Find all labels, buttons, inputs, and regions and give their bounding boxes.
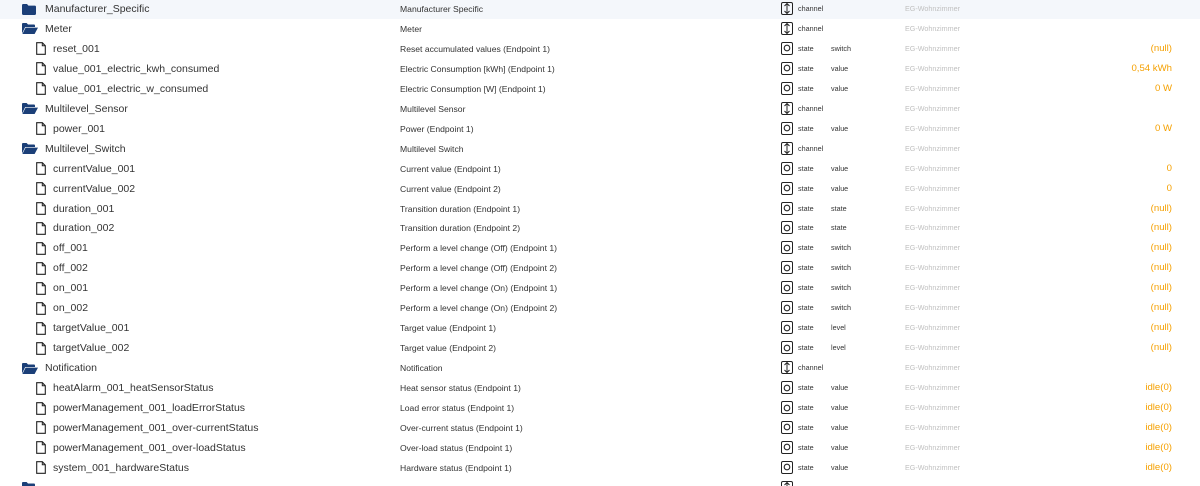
object-id: value_001_electric_w_consumed — [53, 82, 209, 95]
object-type: state — [798, 123, 814, 133]
object-name: Transition duration (Endpoint 1) — [400, 203, 521, 214]
tree-row-channel[interactable] — [0, 99, 1200, 119]
folder-open-icon[interactable] — [22, 99, 40, 119]
object-role: value — [831, 462, 849, 472]
object-name: Transition duration (Endpoint 2) — [400, 223, 521, 234]
channel-icon — [781, 102, 793, 115]
object-room: EG-Wohnzimmer — [905, 103, 960, 113]
file-icon — [36, 278, 54, 298]
tree-row-channel[interactable] — [0, 0, 1200, 19]
object-type: state — [798, 63, 814, 73]
object-type: channel — [798, 23, 824, 33]
object-name: Hardware status (Endpoint 1) — [400, 462, 512, 473]
folder-open-icon[interactable] — [22, 19, 40, 39]
object-id: on_002 — [53, 302, 89, 315]
folder-open-icon[interactable] — [22, 139, 40, 159]
state-icon — [781, 182, 793, 195]
object-room: EG-Wohnzimmer — [905, 343, 960, 353]
file-icon — [36, 438, 54, 458]
object-room: EG-Wohnzimmer — [905, 263, 960, 273]
file-icon — [36, 79, 54, 99]
tree-row-state[interactable] — [0, 179, 1200, 199]
state-icon — [781, 321, 793, 334]
file-icon — [36, 199, 54, 219]
object-value[interactable]: idle(0) — [1145, 402, 1172, 413]
object-id: heatAlarm_001_heatSensorStatus — [53, 382, 214, 395]
object-id: duration_001 — [53, 202, 115, 215]
object-name: Multilevel Switch — [400, 143, 464, 154]
channel-icon — [781, 481, 793, 486]
file-icon — [36, 378, 54, 398]
object-role: switch — [831, 243, 851, 253]
object-type: state — [798, 43, 814, 53]
object-type: state — [798, 83, 814, 93]
tree-row-state[interactable] — [0, 318, 1200, 338]
state-icon — [781, 261, 793, 274]
object-room: EG-Wohnzimmer — [905, 283, 960, 293]
object-role: level — [831, 323, 846, 333]
object-id: targetValue_002 — [53, 342, 130, 355]
file-icon — [36, 59, 54, 79]
object-name: Current value (Endpoint 2) — [400, 183, 501, 194]
file-icon — [36, 318, 54, 338]
object-role: value — [831, 383, 849, 393]
file-icon — [36, 418, 54, 438]
state-icon — [781, 421, 793, 434]
tree-row-state[interactable] — [0, 119, 1200, 139]
object-value[interactable]: (null) — [1150, 42, 1172, 54]
object-id: powerManagement_001_loadErrorStatus — [53, 402, 246, 414]
object-room: EG-Wohnzimmer — [905, 4, 960, 13]
object-name: Reset accumulated values (Endpoint 1) — [400, 43, 550, 54]
tree-row-state[interactable] — [0, 278, 1200, 298]
channel-icon — [781, 142, 793, 155]
object-id: on_001 — [53, 282, 89, 295]
state-icon — [781, 381, 793, 394]
object-role: switch — [831, 43, 851, 53]
tree-row-state[interactable] — [0, 238, 1200, 258]
object-id: targetValue_001 — [53, 322, 130, 335]
object-name: Target value (Endpoint 1) — [400, 323, 497, 334]
state-icon — [781, 42, 793, 55]
object-name: Over-load status (Endpoint 1) — [400, 442, 513, 453]
object-value[interactable]: (null) — [1150, 222, 1172, 234]
object-room: EG-Wohnzimmer — [905, 462, 960, 472]
object-id: currentValue_001 — [53, 162, 136, 175]
object-name: Perform a level change (Off) (Endpoint 1) — [400, 243, 557, 254]
tree-row-channel[interactable] — [0, 19, 1200, 39]
object-room: EG-Wohnzimmer — [905, 303, 960, 313]
object-value[interactable]: 0 — [1166, 162, 1172, 174]
channel-icon — [781, 361, 793, 374]
object-name: Load error status (Endpoint 1) — [400, 403, 515, 413]
object-type: state — [798, 442, 814, 452]
object-type: state — [798, 462, 814, 472]
object-room: EG-Wohnzimmer — [905, 63, 960, 73]
object-value[interactable]: (null) — [1150, 342, 1172, 354]
object-name: Over-current status (Endpoint 1) — [400, 422, 523, 433]
object-value[interactable]: 0 W — [1154, 122, 1172, 134]
object-room: EG-Wohnzimmer — [905, 403, 960, 412]
state-icon — [781, 122, 793, 135]
object-type: state — [798, 203, 814, 213]
object-name: Current value (Endpoint 1) — [400, 163, 501, 174]
object-room: EG-Wohnzimmer — [905, 223, 960, 233]
tree-row-state[interactable] — [0, 79, 1200, 99]
object-name: Multilevel Sensor — [400, 103, 466, 114]
object-type: channel — [798, 4, 824, 13]
object-type: state — [798, 243, 814, 253]
object-name: Target value (Endpoint 2) — [400, 343, 497, 354]
object-id: Multilevel_Sensor — [45, 102, 128, 115]
object-name: Perform a level change (On) (Endpoint 2) — [400, 303, 558, 314]
object-role: state — [831, 203, 847, 213]
object-room: EG-Wohnzimmer — [905, 203, 960, 213]
file-icon — [36, 119, 54, 139]
tree-row-state[interactable] — [0, 258, 1200, 278]
state-icon — [781, 341, 793, 354]
object-type: state — [798, 383, 814, 393]
state-icon — [781, 401, 793, 414]
object-value[interactable]: idle(0) — [1145, 461, 1172, 473]
object-type: state — [798, 303, 814, 313]
object-id: system_001_hardwareStatus — [53, 461, 189, 474]
object-type: state — [798, 403, 814, 412]
tree-row-state[interactable] — [0, 39, 1200, 59]
object-id: Meter — [45, 22, 72, 35]
file-icon — [36, 398, 54, 418]
file-icon — [36, 179, 54, 199]
object-room: EG-Wohnzimmer — [905, 383, 960, 393]
object-value[interactable]: (null) — [1150, 322, 1172, 334]
tree-row-state[interactable] — [0, 418, 1200, 438]
object-name: Notification — [400, 363, 443, 374]
object-id: powerManagement_001_over-currentStatus — [53, 421, 259, 434]
tree-row-state[interactable] — [0, 298, 1200, 318]
tree-row-state[interactable] — [0, 438, 1200, 458]
object-type: state — [798, 343, 814, 353]
tree-row-channel[interactable] — [0, 139, 1200, 159]
folder-open-icon[interactable] — [22, 358, 40, 378]
object-room: EG-Wohnzimmer — [905, 143, 960, 153]
object-role: value — [831, 183, 849, 193]
channel-icon — [781, 2, 793, 15]
object-room: EG-Wohnzimmer — [905, 183, 960, 193]
folder-open-icon[interactable] — [22, 478, 40, 486]
object-name: Heat sensor status (Endpoint 1) — [400, 383, 521, 394]
object-value[interactable]: (null) — [1150, 262, 1172, 274]
object-type: state — [798, 323, 814, 333]
object-room: EG-Wohnzimmer — [905, 23, 960, 33]
object-room: EG-Wohnzimmer — [905, 442, 960, 452]
state-icon — [781, 441, 793, 454]
tree-row-channel[interactable] — [0, 478, 1200, 486]
file-icon — [36, 258, 54, 278]
state-icon — [781, 62, 793, 75]
tree-row-channel[interactable] — [0, 358, 1200, 378]
object-role: state — [831, 223, 847, 233]
object-role: switch — [831, 303, 851, 313]
object-id: powerManagement_001_over-loadStatus — [53, 441, 246, 454]
object-id: Manufacturer_Specific — [45, 3, 150, 15]
file-icon — [36, 159, 54, 179]
object-role: value — [831, 442, 849, 452]
object-value[interactable]: 0 — [1166, 182, 1172, 194]
tree-row-state[interactable] — [0, 338, 1200, 358]
object-id: off_002 — [53, 262, 88, 275]
state-icon — [781, 241, 793, 254]
object-type: state — [798, 223, 814, 233]
object-name: Electric Consumption [kWh] (Endpoint 1) — [400, 63, 555, 74]
object-type: channel — [798, 103, 824, 113]
object-type: state — [798, 163, 814, 173]
object-room: EG-Wohnzimmer — [905, 363, 960, 373]
object-room: EG-Wohnzimmer — [905, 83, 960, 93]
object-value[interactable]: (null) — [1150, 242, 1172, 254]
object-role: value — [831, 63, 849, 73]
object-id: Notification — [45, 362, 97, 375]
object-value[interactable]: (null) — [1150, 282, 1172, 294]
tree-row-state[interactable] — [0, 159, 1200, 179]
file-icon — [36, 338, 54, 358]
state-icon — [781, 82, 793, 95]
tree-row-state[interactable] — [0, 398, 1200, 418]
state-icon — [781, 461, 793, 474]
file-icon — [36, 298, 54, 318]
object-value[interactable]: (null) — [1150, 202, 1172, 214]
object-type: state — [798, 183, 814, 193]
object-id: duration_002 — [53, 222, 115, 235]
object-room: EG-Wohnzimmer — [905, 323, 960, 333]
object-room: EG-Wohnzimmer — [905, 243, 960, 253]
object-type: state — [798, 283, 814, 293]
object-role: value — [831, 83, 849, 93]
object-name: Meter — [400, 23, 422, 34]
object-type: channel — [798, 143, 824, 153]
object-value[interactable]: idle(0) — [1145, 382, 1172, 394]
object-name: Power (Endpoint 1) — [400, 123, 474, 134]
tree-row-state[interactable] — [0, 59, 1200, 79]
object-room: EG-Wohnzimmer — [905, 123, 960, 133]
object-id: currentValue_002 — [53, 182, 136, 195]
object-room: EG-Wohnzimmer — [905, 422, 960, 432]
object-id: off_001 — [53, 242, 88, 255]
state-icon — [781, 301, 793, 314]
object-type: state — [798, 422, 814, 432]
object-name: Manufacturer Specific — [400, 4, 484, 14]
object-type: channel — [798, 363, 824, 373]
object-room: EG-Wohnzimmer — [905, 43, 960, 53]
object-role: switch — [831, 263, 851, 273]
tree-row-state[interactable] — [0, 458, 1200, 478]
object-role: value — [831, 163, 849, 173]
object-value[interactable]: idle(0) — [1145, 421, 1172, 433]
channel-icon — [781, 22, 793, 35]
tree-row-state[interactable] — [0, 199, 1200, 219]
tree-row-state[interactable] — [0, 378, 1200, 398]
file-icon — [36, 238, 54, 258]
object-role: level — [831, 343, 846, 353]
object-value[interactable]: idle(0) — [1145, 441, 1172, 453]
object-name: Perform a level change (On) (Endpoint 1) — [400, 283, 558, 294]
object-role: value — [831, 403, 849, 412]
object-id: value_001_electric_kwh_consumed — [53, 62, 220, 75]
file-icon — [36, 218, 54, 238]
object-id: power_001 — [53, 122, 105, 135]
folder-icon[interactable] — [22, 0, 40, 19]
object-id: reset_001 — [53, 42, 100, 55]
object-value[interactable]: 0,54 kWh — [1131, 62, 1172, 74]
object-role: value — [831, 123, 849, 133]
object-role: value — [831, 422, 849, 432]
object-role: switch — [831, 283, 851, 293]
object-value[interactable]: (null) — [1150, 302, 1172, 314]
object-type: state — [798, 263, 814, 273]
state-icon — [781, 202, 793, 215]
file-icon — [36, 458, 54, 478]
object-name: Electric Consumption [W] (Endpoint 1) — [400, 83, 546, 94]
object-id: Multilevel_Switch — [45, 142, 126, 155]
state-icon — [781, 221, 793, 234]
state-icon — [781, 162, 793, 175]
object-value[interactable]: 0 W — [1154, 82, 1172, 94]
file-icon — [36, 39, 54, 59]
object-room: EG-Wohnzimmer — [905, 163, 960, 173]
state-icon — [781, 281, 793, 294]
object-name: Perform a level change (Off) (Endpoint 2) — [400, 263, 557, 274]
tree-row-state[interactable] — [0, 218, 1200, 238]
